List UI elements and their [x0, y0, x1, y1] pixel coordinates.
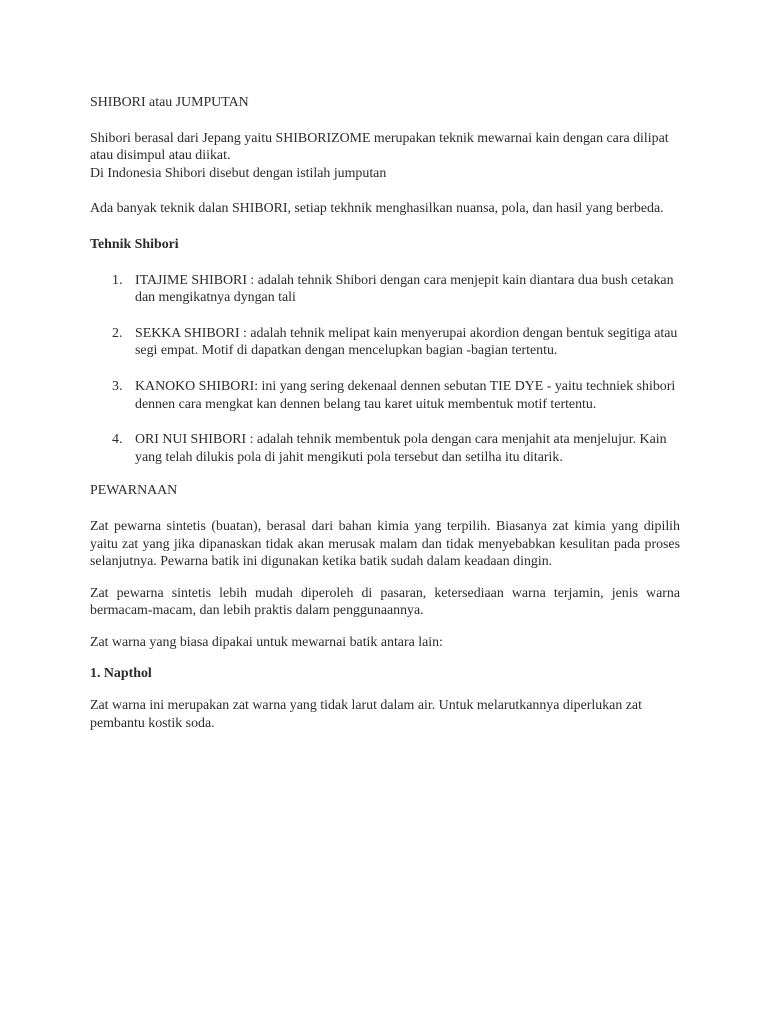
document-body: [90, 94, 680, 732]
napthol-paragraph: Zat warna ini merupakan zat warna yang tidak larut dalam air. Untuk melarutkannya diperlukan zat pembantu kostik soda.: [90, 698, 642, 731]
list-item-text: KANOKO SHIBORI: ini yang sering dekenaal dennen sebutan TIE DYE - yaitu techniek shibori dennen cara mengkat kan dennen belang tau karet uituk membentuk motif tertentu.: [135, 378, 676, 412]
pewarnaan-paragraph-3: Zat warna yang biasa dipakai untuk mewarnai batik antara lain:: [90, 634, 443, 650]
napthol-heading: 1. Napthol: [90, 666, 152, 682]
list-item: [90, 272, 680, 307]
list-item-text: ITAJIME SHIBORI : adalah tehnik Shibori dengan cara menjepit kain diantara dua bush cetakan dan mengikatnya dyngan tali: [135, 272, 674, 306]
list-item: [90, 325, 680, 360]
techniques-list: [90, 272, 680, 467]
pewarnaan-paragraph-2: Zat pewarna sintetis lebih mudah diperoleh di pasaran, ketersediaan warna terjamin, jenis warna bermacam-macam, dan lebih praktis dalam penggunaannya.: [90, 585, 680, 619]
list-item-number: 1.: [112, 272, 123, 288]
intro-paragraph-3: Ada banyak teknik dalan SHIBORI, setiap tekhnik menghasilkan nuansa, pola, dan hasil yang berbeda.: [90, 201, 664, 217]
document-title: SHIBORI atau JUMPUTAN: [90, 95, 249, 110]
section-title-pewarnaan: PEWARNAAN: [90, 483, 178, 499]
pewarnaan-paragraph-1: Zat pewarna sintetis (buatan), berasal dari bahan kimia yang terpilih. Biasanya zat kimia yang dipilih yaitu zat yang jika dipanaskan tidak akan merusak malam dan tidak menyebabkan kesulitan pada proses selanjutnya. Pewarna batik ini digunakan ketika batik sudah dalam keadaan dingin.: [90, 518, 680, 570]
list-item-number: 3.: [112, 378, 123, 394]
list-item-number: 2.: [112, 325, 123, 341]
list-item-text: SEKKA SHIBORI : adalah tehnik melipat kain menyerupai akordion dengan bentuk segitiga atau segi empat. Motif di dapatkan dengan mencelupkan bagian -bagian tertentu.: [135, 325, 678, 359]
list-item: [90, 378, 680, 413]
intro-paragraph-1: Shibori berasal dari Jepang yaitu SHIBORIZOME merupakan teknik mewarnai kain dengan cara dilipat atau disimpul atau diikat.: [90, 130, 669, 164]
techniques-heading: Tehnik Shibori: [90, 236, 179, 252]
list-item-number: 4.: [112, 432, 123, 448]
intro-paragraph-2: Di Indonesia Shibori disebut dengan istilah jumputan: [90, 165, 387, 181]
list-item: [90, 431, 680, 466]
intro-block: [90, 130, 680, 183]
list-item-text: ORI NUI SHIBORI : adalah tehnik membentuk pola dengan cara menjahit ata menjelujur. Kain yang telah dilukis pola di jahit mengikuti pola tersebut dan setilha itu ditarik.: [135, 432, 667, 465]
